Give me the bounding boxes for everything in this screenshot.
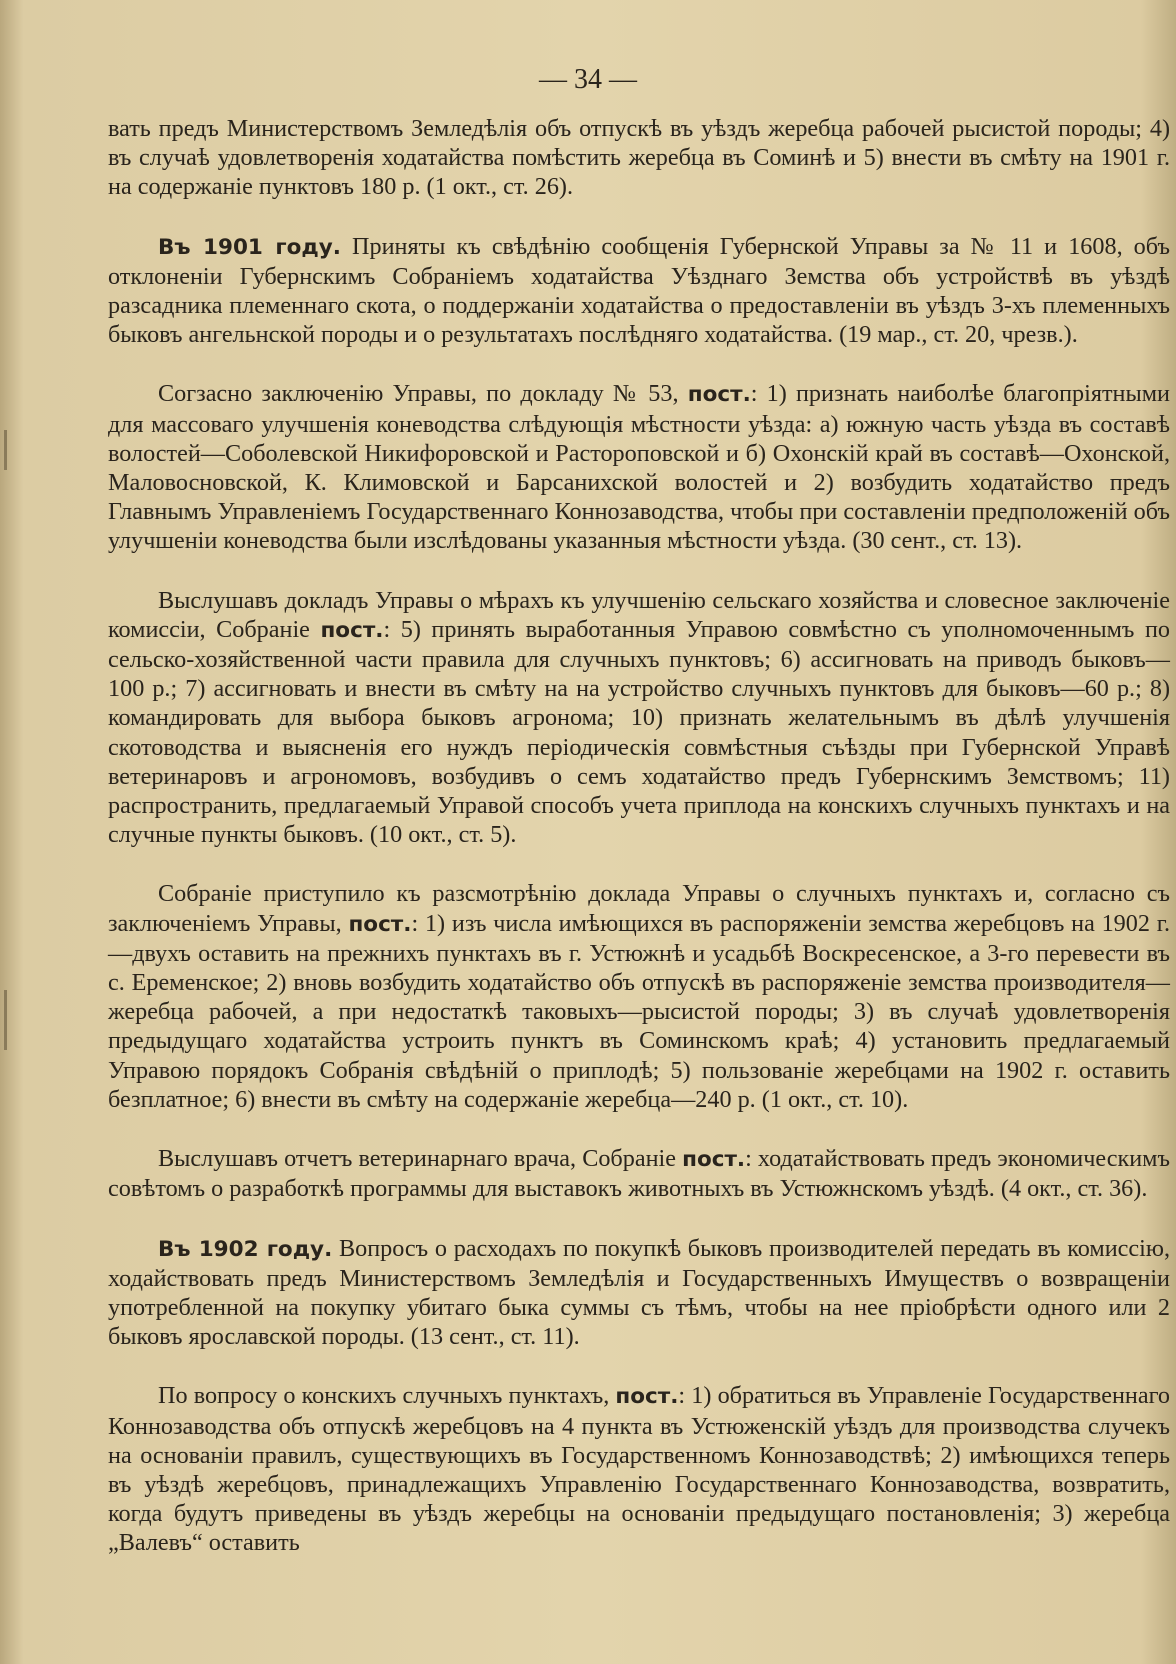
page-number: — 34 — bbox=[539, 64, 637, 95]
paragraph-8: По вопросу о конскихъ случныхъ пунктахъ, пост.: 1) обратиться въ Управленіе Государственнаго Коннозаводства объ отпускѣ жеребцовъ на 4 пункта въ Устюженскій уѣздъ для производства случекъ на основаніи правилъ, существующихъ въ Государственномъ Коннозаводствѣ; 2) имѣющихся теперь въ уѣздѣ жеребцовъ, принадлежащихъ Управленію Государственнаго Коннозаводства, возвратить, когда будутъ приведены въ уѣздъ жеребцы на основаніи предыдущаго постановленія; 3) жеребца „Валевъ“ оставить bbox=[108, 1382, 1170, 1557]
resolution-abbrev: пост. bbox=[682, 1147, 746, 1173]
year-heading: Въ 1901 году. bbox=[158, 234, 341, 260]
paragraph-7: Въ 1902 году. Вопросъ о расходахъ по покупкѣ быковъ производителей передать въ комиссію, ходайствовать предъ Министерствомъ Земледѣлія и Государственныхъ Имуществъ о возвращеніи употребленной на покупку убитаго быка суммы съ тѣмъ, чтобы на нее пріобрѣсти одного или 2 быковъ ярославской породы. (13 сент., ст. 11). bbox=[108, 1234, 1170, 1351]
resolution-abbrev: пост. bbox=[615, 1384, 679, 1410]
paragraph-5: Собраніе приступило къ разсмотрѣнію доклада Управы о случныхъ пунктахъ и, согласно съ заключеніемъ Управы, пост.: 1) изъ числа имѣющихся въ распоряженіи земства жеребцовъ на 1902 г.—двухъ оставить на прежнихъ пунктахъ въ г. Устюжнѣ и усадьбѣ Воскресенское, а 3-го перевести въ с. Еременское; 2) вновь возбудить ходатайство объ отпускѣ въ распоряженіе земства производителя—жеребца рабочей, а при недостаткѣ таковыхъ—рысистой породы; 3) въ случаѣ удовлетворенія предыдущаго ходатайства устроить пунктъ въ Соминскомъ краѣ; 4) установить предлагаемый Управою порядокъ Собранія свѣдѣній о приплодѣ; 5) пользованіе жеребцами на 1902 г. оставить безплатное; 6) внести въ смѣту на содержаніе жеребца—240 р. (1 окт., ст. 10). bbox=[108, 880, 1170, 1113]
paragraph-4: Выслушавъ докладъ Управы о мѣрахъ къ улучшенію сельскаго хозяйства и словесное заключеніе комиссіи, Собраніе пост.: 5) принять выработанныя Управою совмѣстно съ уполномоченнымъ по сельско-хозяйственной части правила для случныхъ пунктовъ; 6) ассигновать на приводъ быковъ—100 р.; 7) ассигновать и внести въ смѣту на на устройство случныхъ пунктовъ для быковъ—60 р.; 8) командировать для выбора быковъ агронома; 10) признать желательнымъ въ дѣлѣ улучшенія скотоводства и выясненія его нуждъ періодическія совмѣстныя съѣзды при Губернской Управѣ ветеринаровъ и агрономовъ, возбудивъ о семъ ходатайство предъ Губернскимъ Земствомъ; 11) распространить, предлагаемый Управой способъ учета приплода на конскихъ случныхъ пунктахъ и на случные пункты быковъ. (10 окт., ст. 5). bbox=[108, 586, 1170, 849]
resolution-abbrev: пост. bbox=[348, 911, 412, 937]
paragraph-6: Выслушавъ отчетъ ветеринарнаго врача, Собраніе пост.: ходатайствовать предъ экономическимъ совѣтомъ о разработкѣ программы для выставокъ животныхъ въ Устюжнскомъ уѣздѣ. (4 окт., ст. 36). bbox=[108, 1145, 1170, 1203]
resolution-abbrev: пост. bbox=[687, 382, 751, 408]
year-heading: Въ 1902 году. bbox=[158, 1236, 333, 1262]
body-text bbox=[108, 114, 1170, 1558]
margin-mark bbox=[4, 990, 7, 1050]
paragraph-1: вать предъ Министерствомъ Земледѣлія объ отпускѣ въ уѣздъ жеребца рабочей рысистой породы; 4) въ случаѣ удовлетворенія ходатайства помѣстить жеребца въ Соминѣ и 5) внести въ смѣту на 1901 г. на содержаніе пунктовъ 180 р. (1 окт., ст. 26). bbox=[108, 115, 1170, 201]
margin-mark bbox=[4, 430, 7, 470]
paragraph-2: Въ 1901 году. Приняты къ свѣдѣнію сообщенія Губернской Управы за № 11 и 1608, объ отклоненіи Губернскимъ Собраніемъ ходатайства Уѣзднаго Земства объ устройствѣ въ уѣздѣ разсадника племеннаго скота, о поддержаніи ходатайства о предоставленіи въ уѣздъ 3-хъ племенныхъ быковъ ангельнской породы и о результатахъ послѣдняго ходатайства. (19 мар., ст. 20, чрезв.). bbox=[108, 232, 1170, 349]
resolution-abbrev: пост. bbox=[320, 617, 384, 643]
paragraph-3: Согзасно заключенію Управы, по докладу № 53, пост.: 1) признать наиболѣе благопріятными для массоваго улучшенія коневодства слѣдующія мѣстности уѣзда: а) южную часть уѣзда въ составѣ волостей—Соболевской Никифоровской и Растороповской и б) Охонскій край въ составѣ—Охонской, Маловосновской, К. Климовской и Барсанихской волостей и 2) возбудить ходатайство предъ Главнымъ Управленіемъ Государственнаго Коннозаводства, чтобы при составленіи предположеній объ улучшеніи коневодства были изслѣдованы указанныя мѣстности уѣзда. (30 сент., ст. 13). bbox=[108, 380, 1170, 555]
